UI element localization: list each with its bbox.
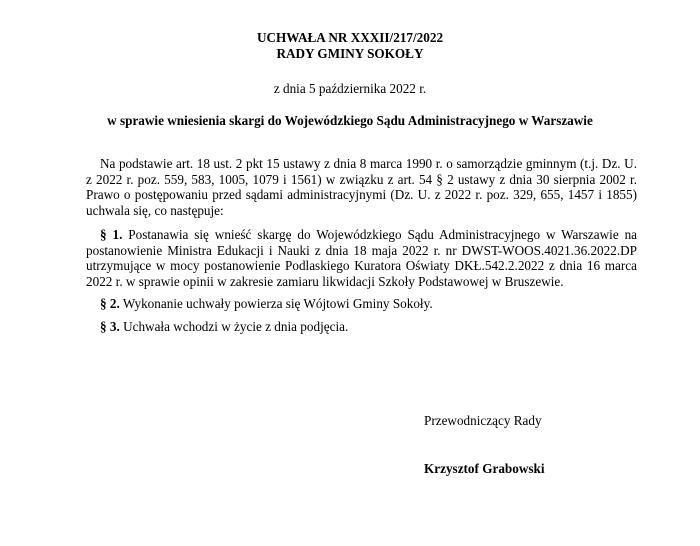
section-2 [86,296,637,312]
section-1 [86,227,637,289]
section-3-text: Uchwała wchodzi w życie z dnia podjęcia. [123,319,349,334]
resolution-number: UCHWAŁA NR XXXII/217/2022 [256,30,444,45]
section-1-number: § 1. [100,227,123,242]
section-3 [86,319,637,335]
section-1-text: Postanawia się wnieść skargę do Wojewódzkiego Sądu Administracyjnego w Warszawie na postanowienie Ministra Edukacji i Nauki z dnia 18 maja 2022 r. nr DWST-WOOS.4021.36.2022.DP utrzymujące w mocy postanowienie Podlaskiego Kuratora Oświaty DKŁ.542.2.2022 z dnia 16 marca 2022 r. w sprawie opinii w zakresie zamiaru likwidacji Szkoły Podstawowej w Bruszewie. [86,227,638,289]
resolution-date: z dnia 5 października 2022 r. [273,81,427,96]
signature-title: Przewodniczący Rady [424,413,542,428]
section-3-number: § 3. [100,319,120,334]
resolution-subject: w sprawie wniesienia skargi do Wojewódzkiego Sądu Administracyjnego w Warszawie [107,113,593,128]
section-2-text: Wykonanie uchwały powierza się Wójtowi Gminy Sokoły. [122,296,433,311]
legal-basis-paragraph [86,156,637,218]
section-2-number: § 2. [100,296,120,311]
council-name: RADY GMINY SOKOŁY [276,46,424,61]
signature-name: Krzysztof Grabowski [424,461,545,476]
legal-basis-text: Na podstawie art. 18 ust. 2 pkt 15 ustawy z dnia 8 marca 1990 r. o samorządzie gminnym (t.j. Dz. U. z 2022 r. poz. 559, 583, 1005, 1079 i 1561) w związku z art. 54 § 2 ustawy z dnia 30 sierpnia 2002 r. Prawo o postępowaniu przed sądami administracyjnymi (Dz. U. z 2022 r. poz. 329, 655, 1457 i 1855) uchwala się, co następuje: [86,156,637,218]
